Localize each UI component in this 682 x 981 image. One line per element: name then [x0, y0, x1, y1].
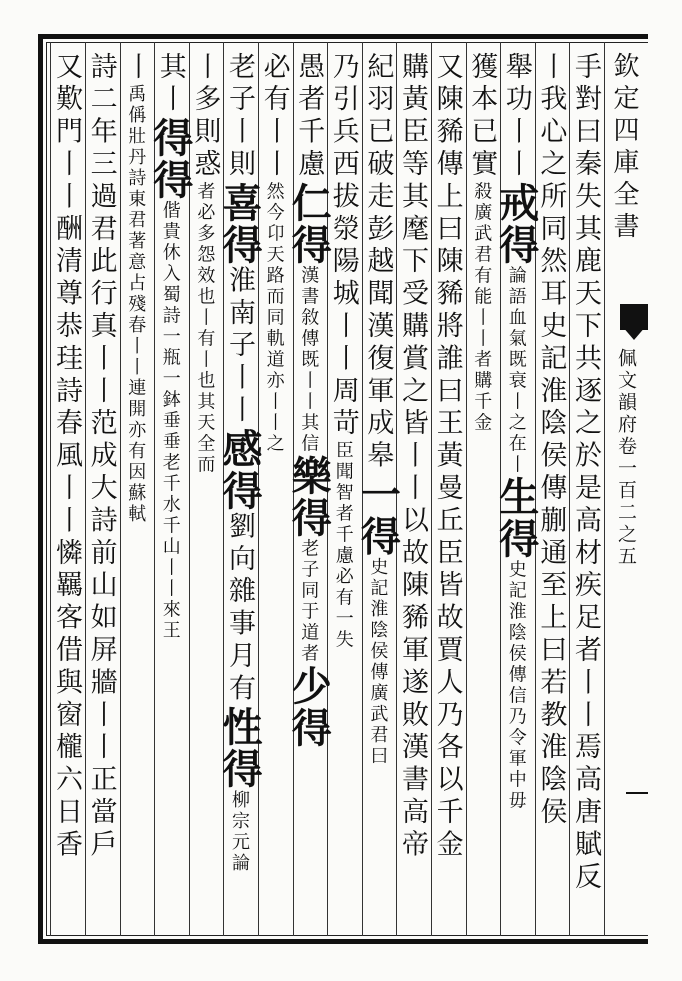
column-text: 手對曰秦失其鹿天下共逐之於是高材疾足者丨丨焉高唐賦反	[569, 52, 601, 895]
text-column	[328, 52, 361, 930]
headword: 生得	[492, 475, 540, 560]
headword: 感得	[215, 427, 263, 512]
text-column	[536, 52, 569, 930]
column-text: 其丨	[154, 52, 186, 117]
column-text: 購黃臣等其麾下受購賞之皆丨丨以故陳豨軍遂敗漢書高帝	[396, 52, 428, 862]
text-column	[259, 52, 292, 930]
margin-tick	[626, 792, 648, 794]
column-text: 丨我心之所同然耳史記淮陰侯傳蒯通至上曰若教淮陰侯	[535, 52, 567, 830]
column-text: 劉向雜事月有	[223, 511, 255, 707]
headword: 一得	[354, 473, 402, 558]
annotation-text: 史記淮陰侯傳廣武君曰	[367, 557, 389, 768]
headword: 樂得	[285, 454, 333, 539]
column-text: 舉功丨丨	[500, 52, 532, 182]
margin-header: 欽定四庫全書	[609, 52, 639, 244]
text-column	[215, 52, 263, 930]
text-column	[570, 52, 603, 930]
annotation-text: 漢書敘傳既丨丨其信	[298, 265, 320, 455]
text-column	[190, 52, 223, 930]
column-text: 愚者千慮	[293, 52, 325, 182]
annotation-text: 史記淮陰侯傳信乃令軍中毋	[505, 559, 527, 812]
headword: 少得	[285, 664, 333, 749]
column-text: 獲本已實	[466, 52, 498, 182]
column-text: 淮南子丨丨	[223, 265, 255, 428]
column-text: 丨多則惑	[189, 52, 221, 182]
annotation-text: 禹偁壯丹詩東君著意占殘春丨丨連開亦有因蘇軾	[125, 84, 147, 526]
annotation-text: 其天全而	[194, 391, 216, 476]
column-text: 又歎門丨丨酬清尊恭珪詩春風丨丨憐羈客借與窗櫳六日香	[50, 52, 82, 862]
annotation-text: 臣聞智者千慮必有一失	[332, 440, 354, 651]
annotation-text: 殺廣武君有能丨丨者購千金	[471, 181, 493, 434]
text-column	[51, 52, 84, 930]
margin-volume: 佩文韻府卷一百二之五	[615, 348, 637, 568]
annotation-text: 效也丨有丨也	[194, 265, 216, 392]
column-text: 老子丨則	[223, 52, 255, 182]
headword: 仁得	[285, 181, 333, 266]
text-column	[86, 52, 119, 930]
annotation-text: 偕貴休入蜀詩一瓶一鉢垂垂老千水千山丨丨來王	[159, 200, 181, 642]
headword: 喜得	[215, 181, 263, 266]
annotation-text: 柳宗元論	[228, 790, 250, 875]
text-column	[492, 52, 540, 930]
column-text: 必有丨丨	[258, 52, 290, 182]
headword: 得得	[146, 116, 194, 201]
column-text: 紀羽已破走彭越聞漢復軍成皋	[362, 52, 394, 474]
annotation-text: 老子同于道者	[298, 538, 320, 665]
text-column	[397, 52, 430, 930]
annotation-text: 者必多怨	[194, 181, 216, 266]
text-column	[354, 52, 402, 930]
text-column	[121, 52, 154, 930]
annotation-text: 論語血氣既衰丨之在丨	[505, 265, 527, 476]
column-text: 乃引兵西拔滎陽城丨丨周苛	[327, 52, 359, 441]
column-text: 又陳豨傳上曰陳豨將誰曰王黃曼丘臣皆故賈人乃各以千金	[431, 52, 463, 862]
text-column	[467, 52, 500, 930]
annotation-text: 然今卬天路而同軌	[263, 181, 285, 350]
headword: 性得	[215, 706, 263, 791]
text-column	[432, 52, 465, 930]
column-text: 丨	[120, 52, 152, 85]
text-column	[285, 52, 333, 930]
headword: 戒得	[492, 181, 540, 266]
fishtail-mark	[620, 304, 648, 342]
column-rule	[604, 42, 605, 936]
annotation-text: 道亦丨丨之	[263, 349, 285, 455]
column-text: 詩二年三過君此行真丨丨范成大詩前山如屏牆丨丨正當戶	[85, 52, 117, 862]
text-column	[146, 52, 194, 930]
